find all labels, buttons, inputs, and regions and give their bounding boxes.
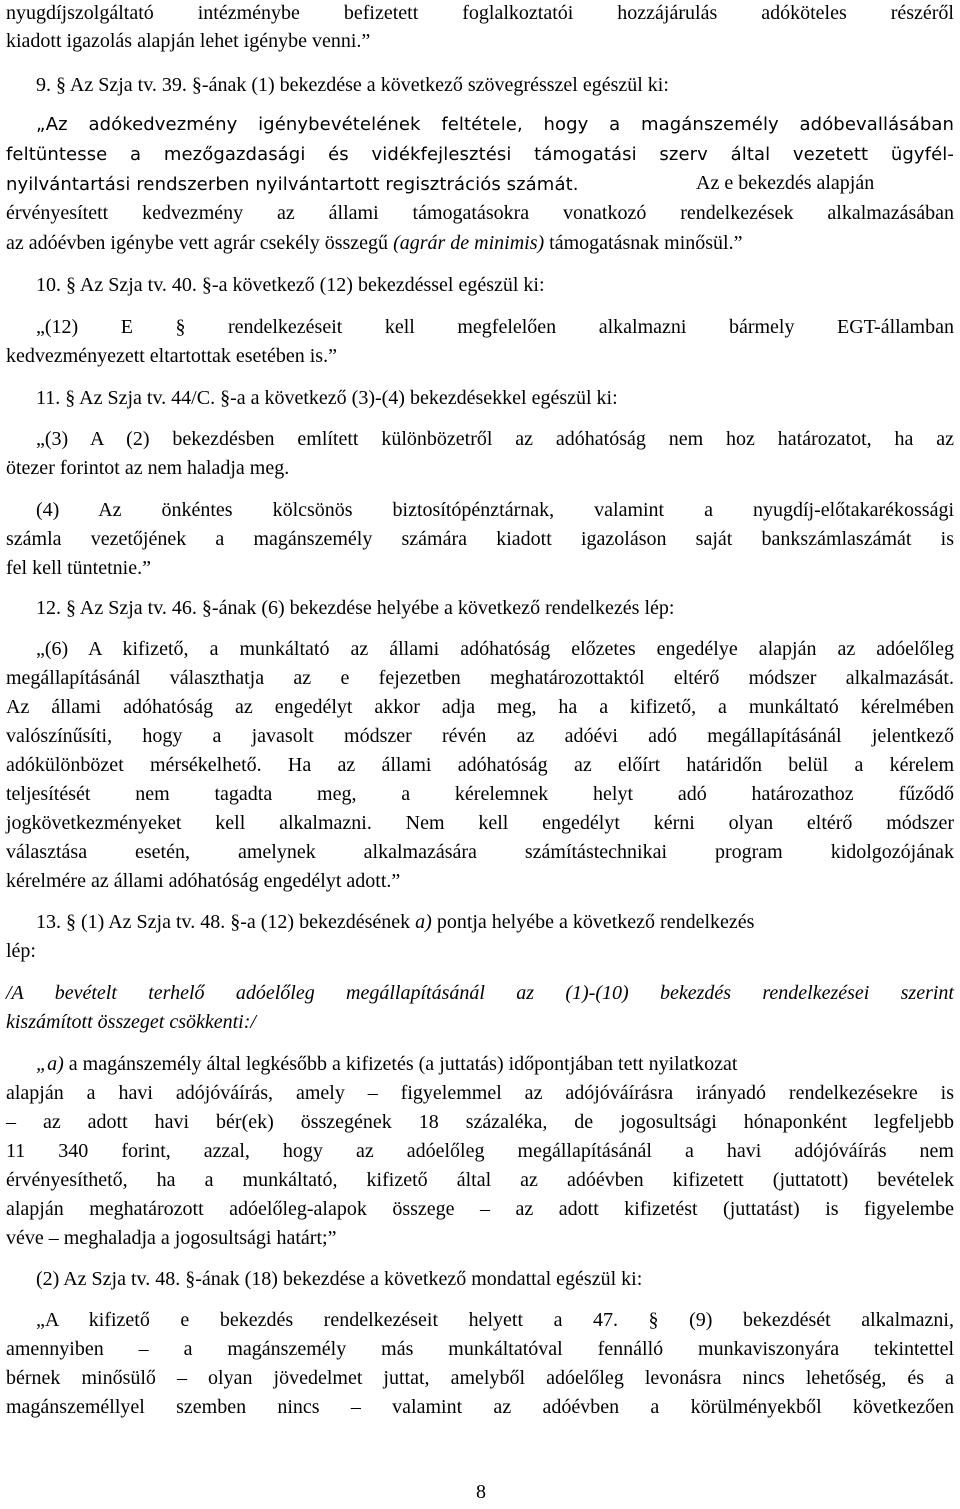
italic-span: „a) bbox=[36, 1053, 64, 1075]
text-line: jogkövetkezményeket kell alkalmazni. Nem kell engedélyt kérni olyan eltérő módszer bbox=[6, 812, 954, 834]
text-line: 11 340 forint, azzal, hogy az adóelőleg megállapításánál a havi adójóváírás nem bbox=[6, 1140, 954, 1162]
text-line: „(6) A kifizető, a munkáltató az állami adóhatóság előzetes engedélye alapján az adóelőleg bbox=[36, 638, 954, 660]
text-line: kedvezményezett eltartottak esetében is.” bbox=[6, 345, 337, 367]
text-line: érvényesíthető, ha a munkáltató, kifizető által az adóévben kifizetett (juttatott) bevételek bbox=[6, 1169, 954, 1191]
text-line: (2) Az Szja tv. 48. §-ának (18) bekezdése a következő mondattal egészül ki: bbox=[36, 1268, 643, 1290]
italic-line: /A bevételt terhelő adóelőleg megállapításánál az (1)-(10) bekezdés rendelkezései szerint bbox=[6, 982, 954, 1004]
text-span: 13. § (1) Az Szja tv. 48. §-a (12) bekezdésének bbox=[36, 911, 411, 933]
text-line bbox=[36, 1051, 954, 1077]
text-line: adókülönbözet mérsékelhető. Ha az állami adóhatóság az előírt határidőn belül a kérelem bbox=[6, 754, 954, 776]
text-line: teljesítését nem tagadta meg, a kérelemnek helyt adó határozathoz fűződő bbox=[6, 783, 954, 805]
text-line: (4) Az önkéntes kölcsönös biztosítópénztárnak, valamint a nyugdíj-előtakarékossági bbox=[36, 499, 954, 521]
text-line: alapján a havi adójóváírás, amely – figyelemmel az adójóváírásra irányadó rendelkezésekre is bbox=[6, 1082, 954, 1104]
text-line: lép: bbox=[6, 940, 36, 962]
text-span: támogatásnak minősül.” bbox=[549, 232, 743, 254]
text-span: pontja helyébe a következő rendelkezés bbox=[436, 911, 755, 933]
text-line: amennyiben – a magánszemély más munkáltatóval fennálló munkaviszonyára tekintettel bbox=[6, 1338, 954, 1360]
section-heading: 10. § Az Szja tv. 40. §-a következő (12) bekezdéssel egészül ki: bbox=[36, 274, 545, 296]
text-line: „Az adókedvezmény igénybevételének feltétele, hogy a magánszemély adóbevallásában bbox=[36, 114, 954, 135]
text-line: feltüntesse a mezőgazdasági és vidékfejlesztési támogatási szerv által vezetett ügyfél- bbox=[6, 144, 954, 165]
text-line: megállapításánál választhatja az e fejezetben meghatározottaktól eltérő módszer alkalmazását. bbox=[6, 667, 954, 689]
text-line: „A kifizető e bekezdés rendelkezéseit helyett a 47. § (9) bekezdését alkalmazni, bbox=[36, 1309, 954, 1331]
text-line: fel kell tüntetnie.” bbox=[6, 557, 151, 579]
text-line: valószínűsíti, hogy a javasolt módszer révén az adóévi adó megállapításánál jelentkező bbox=[6, 725, 954, 747]
section-heading: 11. § Az Szja tv. 44/C. §-a a következő (3)-(4) bekezdésekkel egészül ki: bbox=[36, 387, 618, 409]
text-line: alapján meghatározott adóelőleg-alapok összege – az adott kifizetést (juttatást) is figyelembe bbox=[6, 1198, 954, 1220]
text-line: nyugdíjszolgáltató intézménybe befizetett foglalkoztatói hozzájárulás adóköteles részéről bbox=[6, 2, 954, 24]
text-span: a magánszemély által legkésőbb a kifizetés (a juttatás) időpontjában tett nyilatkozat bbox=[68, 1053, 738, 1075]
text-line: bérnek minősülő – olyan jövedelmet juttat, amelyből adóelőleg levonásra nincs lehetőség, és a bbox=[6, 1367, 954, 1389]
text-line: érvényesített kedvezmény az állami támogatásokra vonatkozó rendelkezések alkalmazásában bbox=[6, 202, 954, 224]
text-line: véve – meghaladja a jogosultsági határt;” bbox=[6, 1227, 337, 1249]
text-line: nyilvántartási rendszerben nyilvántartott regisztrációs számát. bbox=[6, 174, 579, 195]
text-line: Az e bekezdés alapján bbox=[696, 172, 875, 194]
text-line bbox=[6, 230, 954, 256]
text-span: az adóévben igénybe vett agrár csekély összegű bbox=[6, 232, 389, 254]
text-line: Az állami adóhatóság az engedélyt akkor adja meg, ha a kifizető, a munkáltató kérelmében bbox=[6, 696, 954, 718]
page-number: 8 bbox=[476, 1481, 486, 1503]
section-heading bbox=[36, 909, 954, 935]
section-heading: 12. § Az Szja tv. 46. §-ának (6) bekezdése helyébe a következő rendelkezés lép: bbox=[36, 597, 675, 619]
text-line: magánszeméllyel szemben nincs – valamint az adóévben a körülményekből következően bbox=[6, 1396, 954, 1418]
text-line: „(3) A (2) bekezdésben említett különbözetről az adóhatóság nem hoz határozatot, ha az bbox=[36, 428, 954, 450]
text-line: ötezer forintot az nem haladja meg. bbox=[6, 457, 290, 479]
italic-span: a) bbox=[415, 911, 432, 933]
text-line: választása esetén, amelynek alkalmazására számítástechnikai program kidolgozójának bbox=[6, 841, 954, 863]
section-heading: 9. § Az Szja tv. 39. §-ának (1) bekezdése a következő szövegrésszel egészül ki: bbox=[36, 74, 669, 96]
italic-span: (agrár de minimis) bbox=[393, 232, 545, 254]
italic-line: kiszámított összeget csökkenti:/ bbox=[6, 1011, 256, 1033]
text-line: kérelmére az állami adóhatóság engedélyt adott.” bbox=[6, 870, 401, 892]
text-line: – az adott havi bér(ek) összegének 18 százaléka, de jogosultsági hónaponként legfeljebb bbox=[6, 1111, 954, 1133]
text-line: kiadott igazolás alapján lehet igénybe venni.” bbox=[6, 30, 371, 52]
text-line: számla vezetőjének a magánszemély számára kiadott igazoláson saját bankszámlaszámát is bbox=[6, 528, 954, 550]
text-line: „(12) E § rendelkezéseit kell megfelelően alkalmazni bármely EGT-államban bbox=[36, 316, 954, 338]
